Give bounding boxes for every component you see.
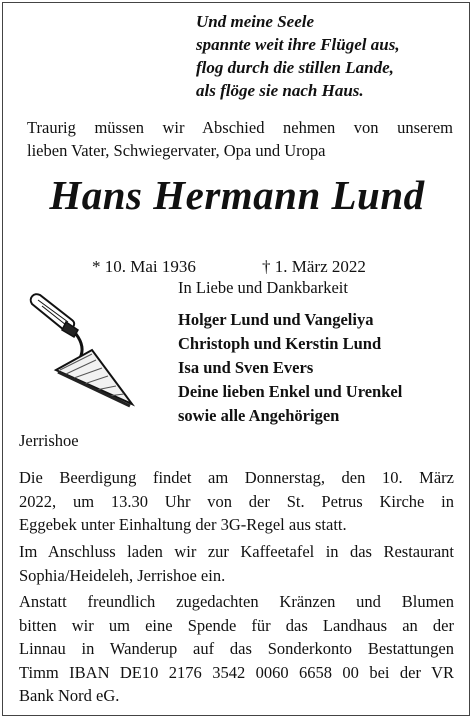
paragraph-line: 2022, um 13.30 Uhr von der St. Petrus Kirche in	[19, 491, 454, 511]
intro-line: lieben Vater, Schwiegervater, Opa und Uropa	[27, 141, 326, 160]
mourner-line: Christoph und Kerstin Lund	[178, 334, 382, 353]
paragraph-line: Bank Nord eG.	[19, 686, 120, 705]
reception-paragraph	[19, 540, 454, 587]
mourner-line: Holger Lund und Vangeliya	[178, 310, 374, 329]
mourners-heading: In Liebe und Dankbarkeit	[178, 278, 348, 297]
paragraph-line: Timm IBAN DE10 2176 3542 0060 6658 00 bei der VR	[19, 662, 454, 682]
death-date: † 1. März 2022	[262, 257, 366, 276]
poem-line: spannte weit ihre Flügel aus,	[196, 35, 400, 54]
funeral-paragraph	[19, 466, 454, 537]
paragraph-line: bitten wir um eine Spende für das Landhaus an der	[19, 615, 454, 635]
paragraph-line: Sophia/Heideleh, Jerrishoe ein.	[19, 565, 226, 585]
poem-line: als flöge sie nach Haus.	[196, 81, 364, 100]
paragraph-line: Anstatt freundlich zugedachten Kränzen und Blumen	[19, 592, 454, 611]
intro-line: Traurig müssen wir Abschied nehmen von unserem	[27, 118, 453, 137]
mourner-line: sowie alle Angehörigen	[178, 406, 340, 425]
place-name: Jerrishoe	[19, 431, 79, 450]
deceased-name: Hans Hermann Lund	[49, 172, 425, 218]
poem	[196, 10, 466, 102]
donation-paragraph	[19, 590, 454, 708]
mourner-line: Isa und Sven Evers	[178, 358, 314, 377]
paragraph-line: Eggebek unter Einhaltung der 3G-Regel aus statt.	[19, 515, 347, 534]
poem-line: flog durch die stillen Lande,	[196, 58, 394, 77]
intro-text	[27, 116, 453, 162]
mourner-line: Deine lieben Enkel und Urenkel	[178, 382, 403, 401]
birth-date: * 10. Mai 1936	[92, 257, 196, 276]
paragraph-line: Die Beerdigung findet am Donnerstag, den 10. März	[19, 468, 454, 487]
poem-line: Und meine Seele	[196, 12, 315, 31]
mourners-list	[178, 308, 402, 428]
paragraph-line: Linnau in Wanderup auf das Sonderkonto Bestattungen	[19, 639, 454, 658]
trowel-icon	[26, 290, 144, 412]
paragraph-line: Im Anschluss laden wir zur Kaffeetafel in das Restaurant	[19, 542, 454, 561]
